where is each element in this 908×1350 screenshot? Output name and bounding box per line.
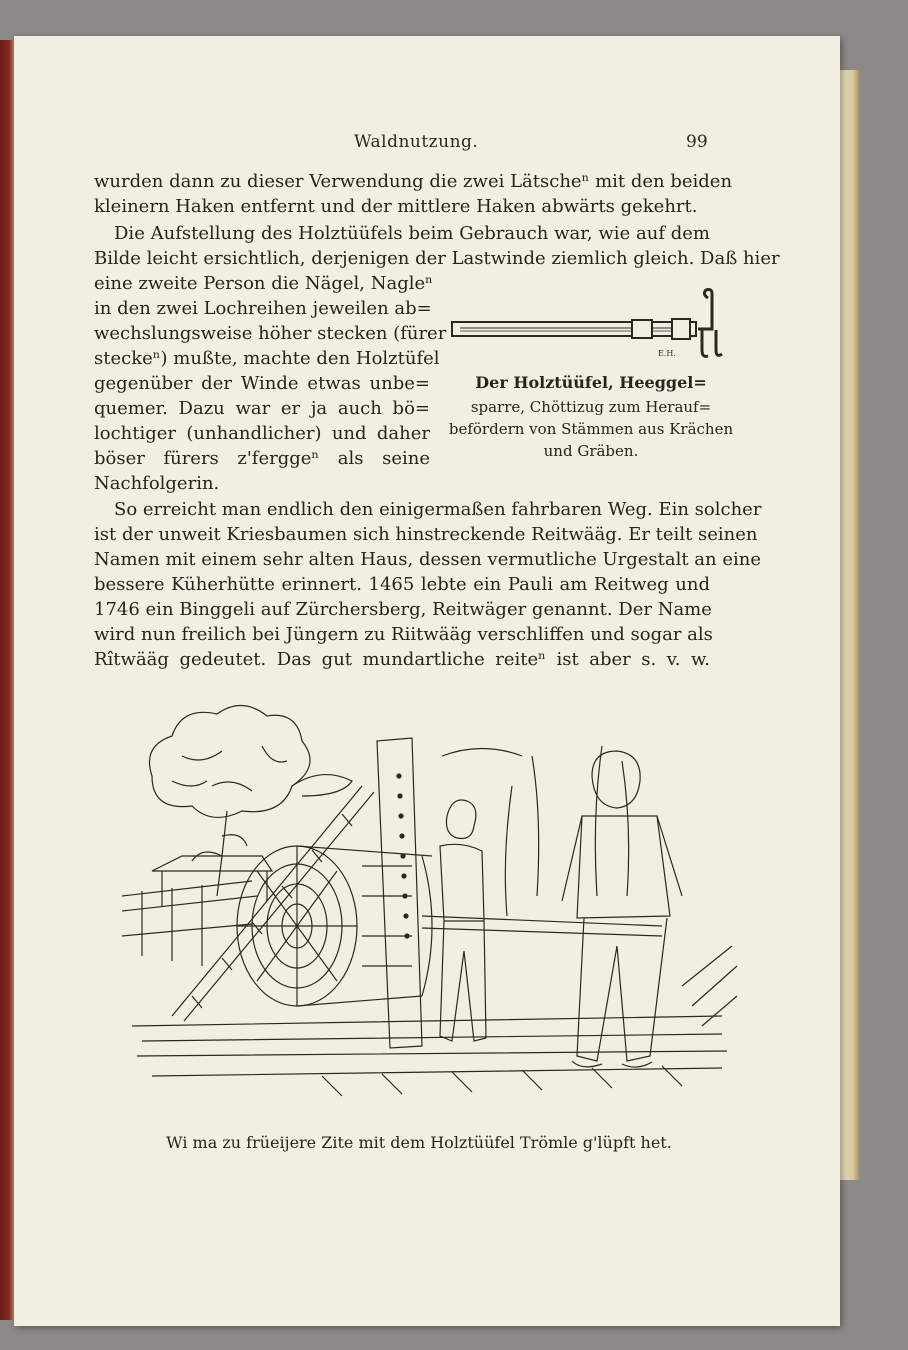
text-line: in den zwei Lochreihen jeweilen ab= (94, 298, 432, 319)
main-illustration (122, 696, 742, 1116)
text-line: So erreicht man endlich den einigermaßen fahrbaren Weg. Ein solcher (114, 499, 762, 520)
main-illustration-caption: Wi ma zu früeijere Zite mit dem Holztüüfel Trömle g'lüpft het. (166, 1133, 672, 1152)
text-line: lochtiger (unhandlicher) und daher (94, 423, 430, 444)
text-line: wurden dann zu dieser Verwendung die zwei Lätscheⁿ mit den beiden (94, 171, 733, 192)
text-line: quemer. Dazu war er ja auch bö= (94, 398, 430, 419)
running-title: Waldnutzung. (354, 132, 479, 152)
figure-caption-line: und Gräben. (543, 442, 639, 460)
text-line: kleinern Haken entfernt und der mittlere Haken abwärts gekehrt. (94, 196, 698, 217)
figure-caption-line: Der Holztüüfel, Heeggel= (475, 373, 707, 392)
book-page-edges (838, 70, 860, 1180)
text-line: Die Aufstellung des Holztüüfels beim Gebrauch war, wie auf dem (114, 223, 710, 244)
figure-caption-line: sparre, Chöttizug zum Herauf= (470, 398, 712, 416)
text-line: Namen mit einem sehr alten Haus, dessen vermutliche Urgestalt an eine (94, 549, 762, 570)
book-page (14, 36, 840, 1326)
text-line: gegenüber der Winde etwas unbe= (94, 373, 430, 394)
figure-caption-line: befördern von Stämmen aus Krächen (448, 420, 734, 438)
text-line: Rîtwääg gedeutet. Das gut mundartliche reiteⁿ ist aber s. v. w. (94, 649, 710, 670)
text-line: wird nun freilich bei Jüngern zu Riitwääg verschliffen und sogar als (94, 624, 713, 645)
text-line: bessere Küherhütte erinnert. 1465 lebte ein Pauli am Reitweg und (94, 574, 710, 595)
tool-drawing (450, 286, 730, 386)
text-line: böser fürers z'ferggeⁿ als seine (94, 448, 430, 469)
running-head (14, 132, 840, 162)
text-line: steckeⁿ) mußte, machte den Holztüfel (94, 348, 440, 369)
text-line: Bilde leicht ersichtlich, derjenigen der Lastwinde ziemlich gleich. Daß hier (94, 248, 780, 269)
text-line: ist der unweit Kriesbaumen sich hinstreckende Reitwääg. Er teilt seinen (94, 524, 758, 545)
text-line: wechslungsweise höher stecken (fürer (94, 323, 447, 344)
text-line: Nachfolgerin. (94, 473, 220, 494)
text-line: eine zweite Person die Nägel, Nagleⁿ (94, 273, 433, 294)
text-line: 1746 ein Binggeli auf Zürchersberg, Reitwäger genannt. Der Name (94, 599, 712, 620)
page-number: 99 (686, 132, 708, 152)
log-lifting-drawing (122, 696, 742, 1116)
artist-signature: E.H. (658, 349, 676, 358)
